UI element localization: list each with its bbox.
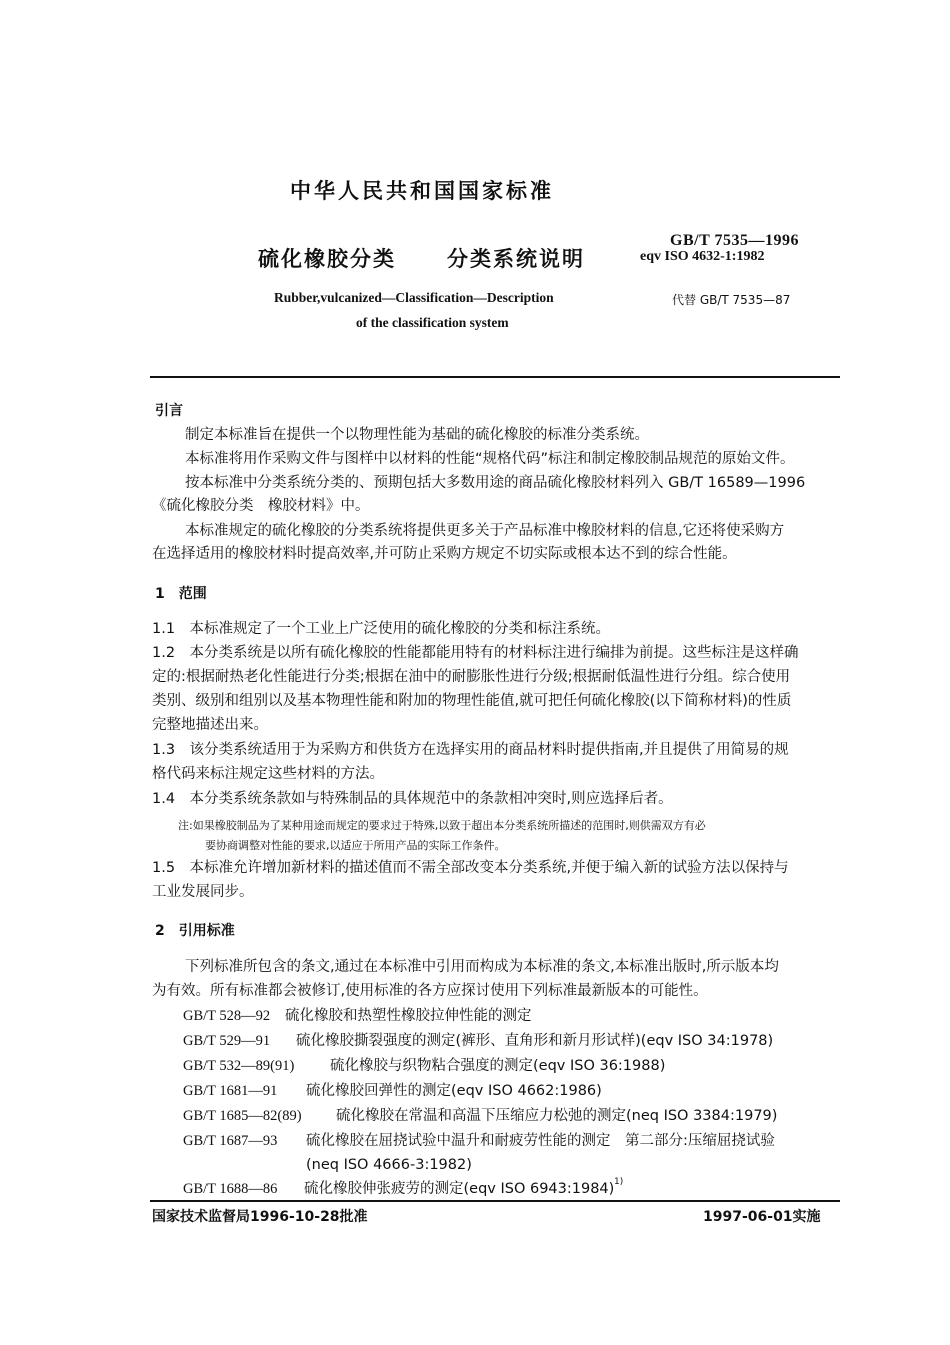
section2-intro-line2: 为有效。所有标准都会被修订,使用标准的各方应探讨使用下列标准最新版本的可能性。 bbox=[152, 983, 708, 999]
intro-paragraph-3-line2: 《硫化橡胶分类 橡胶材料》中。 bbox=[152, 498, 370, 514]
ref-code: GB/T 532—89(91) bbox=[183, 1058, 295, 1074]
title-cn-part2: 分类系统说明 bbox=[447, 247, 585, 271]
clause-1-1: 1.1 本标准规定了一个工业上广泛使用的硫化橡胶的分类和标注系统。 bbox=[152, 621, 611, 637]
clause-1-2-line1: 1.2 本分类系统是以所有硫化橡胶的性能都能用特有的材料标注进行编排为前提。这些标注是这样确 bbox=[152, 645, 799, 661]
ref-code: GB/T 1681—91 bbox=[183, 1083, 278, 1099]
clause-1-2-line4: 完整地描述出来。 bbox=[152, 717, 268, 733]
clause-1-2-line2: 定的:根据耐热老化性能进行分类;根据在油中的耐膨胀性进行分级;根据耐低温性进行分组。综合使用 bbox=[152, 669, 791, 685]
intro-paragraph-3-line1: 按本标准中分类系统分类的、预期包括大多数用途的商品硫化橡胶材料列入 GB/T 16589—1996 bbox=[185, 475, 806, 491]
title-cn-part1: 硫化橡胶分类 bbox=[258, 247, 396, 271]
intro-heading: 引言 bbox=[155, 403, 183, 419]
clause-1-3-line1: 1.3 该分类系统适用于为采购方和供货方在选择实用的商品材料时提供指南,并且提供了用简易的规 bbox=[152, 742, 789, 758]
footer-divider bbox=[150, 1200, 840, 1202]
clause-1-5-line1: 1.5 本标准允许增加新材料的描述值而不需全部改变本分类系统,并便于编入新的试验方法以保持与 bbox=[152, 860, 789, 876]
iso-equivalence: eqv ISO 4632-1:1982 bbox=[640, 249, 765, 264]
title-en-line1: Rubber,vulcanized—Classification—Description bbox=[274, 290, 554, 305]
section2-intro-line1: 下列标准所包含的条文,通过在本标准中引用而构成为本标准的条文,本标准出版时,所示版本均 bbox=[185, 959, 779, 975]
intro-paragraph-4-line1: 本标准规定的硫化橡胶的分类系统将提供更多关于产品标准中橡胶材料的信息,它还将使采购方 bbox=[185, 523, 785, 539]
implementation-date: 1997-06-01实施 bbox=[703, 1209, 821, 1225]
clause-1-3-line2: 格代码来标注规定这些材料的方法。 bbox=[152, 766, 384, 782]
note-line1: 注:如果橡胶制品为了某种用途而规定的要求过于特殊,以致于超出本分类系统所描述的范围时,则供需双方有必 bbox=[178, 819, 706, 832]
ref-title-line2: (neq ISO 4666-3:1982) bbox=[306, 1157, 472, 1173]
ref-title: 硫化橡胶回弹性的测定(eqv ISO 4662:1986) bbox=[306, 1083, 602, 1099]
ref-code: GB/T 528—92 bbox=[183, 1008, 271, 1024]
clause-1-2-line3: 类别、级别和组别以及基本物理性能和附加的物理性能值,就可把任何硫化橡胶(以下简称材料)的性质 bbox=[152, 693, 792, 709]
header-divider bbox=[150, 376, 840, 378]
ref-code: GB/T 529—91 bbox=[183, 1033, 271, 1049]
ref-code: GB/T 1685—82(89) bbox=[183, 1108, 302, 1124]
intro-paragraph-1: 制定本标准旨在提供一个以物理性能为基础的硫化橡胶的标准分类系统。 bbox=[185, 427, 649, 443]
clause-1-4: 1.4 本分类系统条款如与特殊制品的具体规范中的条款相冲突时,则应选择后者。 bbox=[152, 791, 673, 807]
intro-paragraph-4-line2: 在选择适用的橡胶材料时提高效率,并可防止采购方规定不切实际或根本达不到的综合性能。 bbox=[152, 546, 737, 562]
ref-title: 硫化橡胶伸张疲劳的测定(eqv ISO 6943:1984) bbox=[304, 1181, 615, 1197]
clause-1-5-line2: 工业发展同步。 bbox=[152, 884, 254, 900]
approval-date: 国家技术监督局1996-10-28批准 bbox=[152, 1209, 368, 1225]
ref-title: 硫化橡胶在常温和高温下压缩应力松弛的测定(neq ISO 3384:1979) bbox=[336, 1108, 778, 1124]
section1-heading: 1 范围 bbox=[155, 586, 207, 602]
footnote-marker: 1) bbox=[614, 1177, 624, 1187]
standard-number: GB/T 7535—1996 bbox=[670, 232, 799, 249]
section2-heading: 2 引用标准 bbox=[155, 923, 235, 939]
ref-title: 硫化橡胶在屈挠试验中温升和耐疲劳性能的测定 第二部分:压缩屈挠试验 bbox=[306, 1133, 775, 1149]
ref-title: 硫化橡胶撕裂强度的测定(裤形、直角形和新月形试样)(eqv ISO 34:1978) bbox=[296, 1033, 774, 1049]
ref-title: 硫化橡胶和热塑性橡胶拉伸性能的测定 bbox=[285, 1008, 532, 1024]
national-standard-title: 中华人民共和国国家标准 bbox=[290, 179, 554, 203]
replaces-standard: 代替 GB/T 7535—87 bbox=[672, 293, 791, 307]
intro-paragraph-2: 本标准将用作采购文件与图样中以材料的性能“规格代码”标注和制定橡胶制品规范的原始文件。 bbox=[185, 451, 795, 467]
note-line2: 要协商调整对性能的要求,以适应于所用产品的实际工作条件。 bbox=[205, 839, 506, 852]
ref-code: GB/T 1688—86 bbox=[183, 1181, 278, 1197]
ref-code: GB/T 1687—93 bbox=[183, 1133, 278, 1149]
title-en-line2: of the classification system bbox=[356, 315, 509, 330]
ref-title: 硫化橡胶与织物粘合强度的测定(eqv ISO 36:1988) bbox=[330, 1058, 666, 1074]
